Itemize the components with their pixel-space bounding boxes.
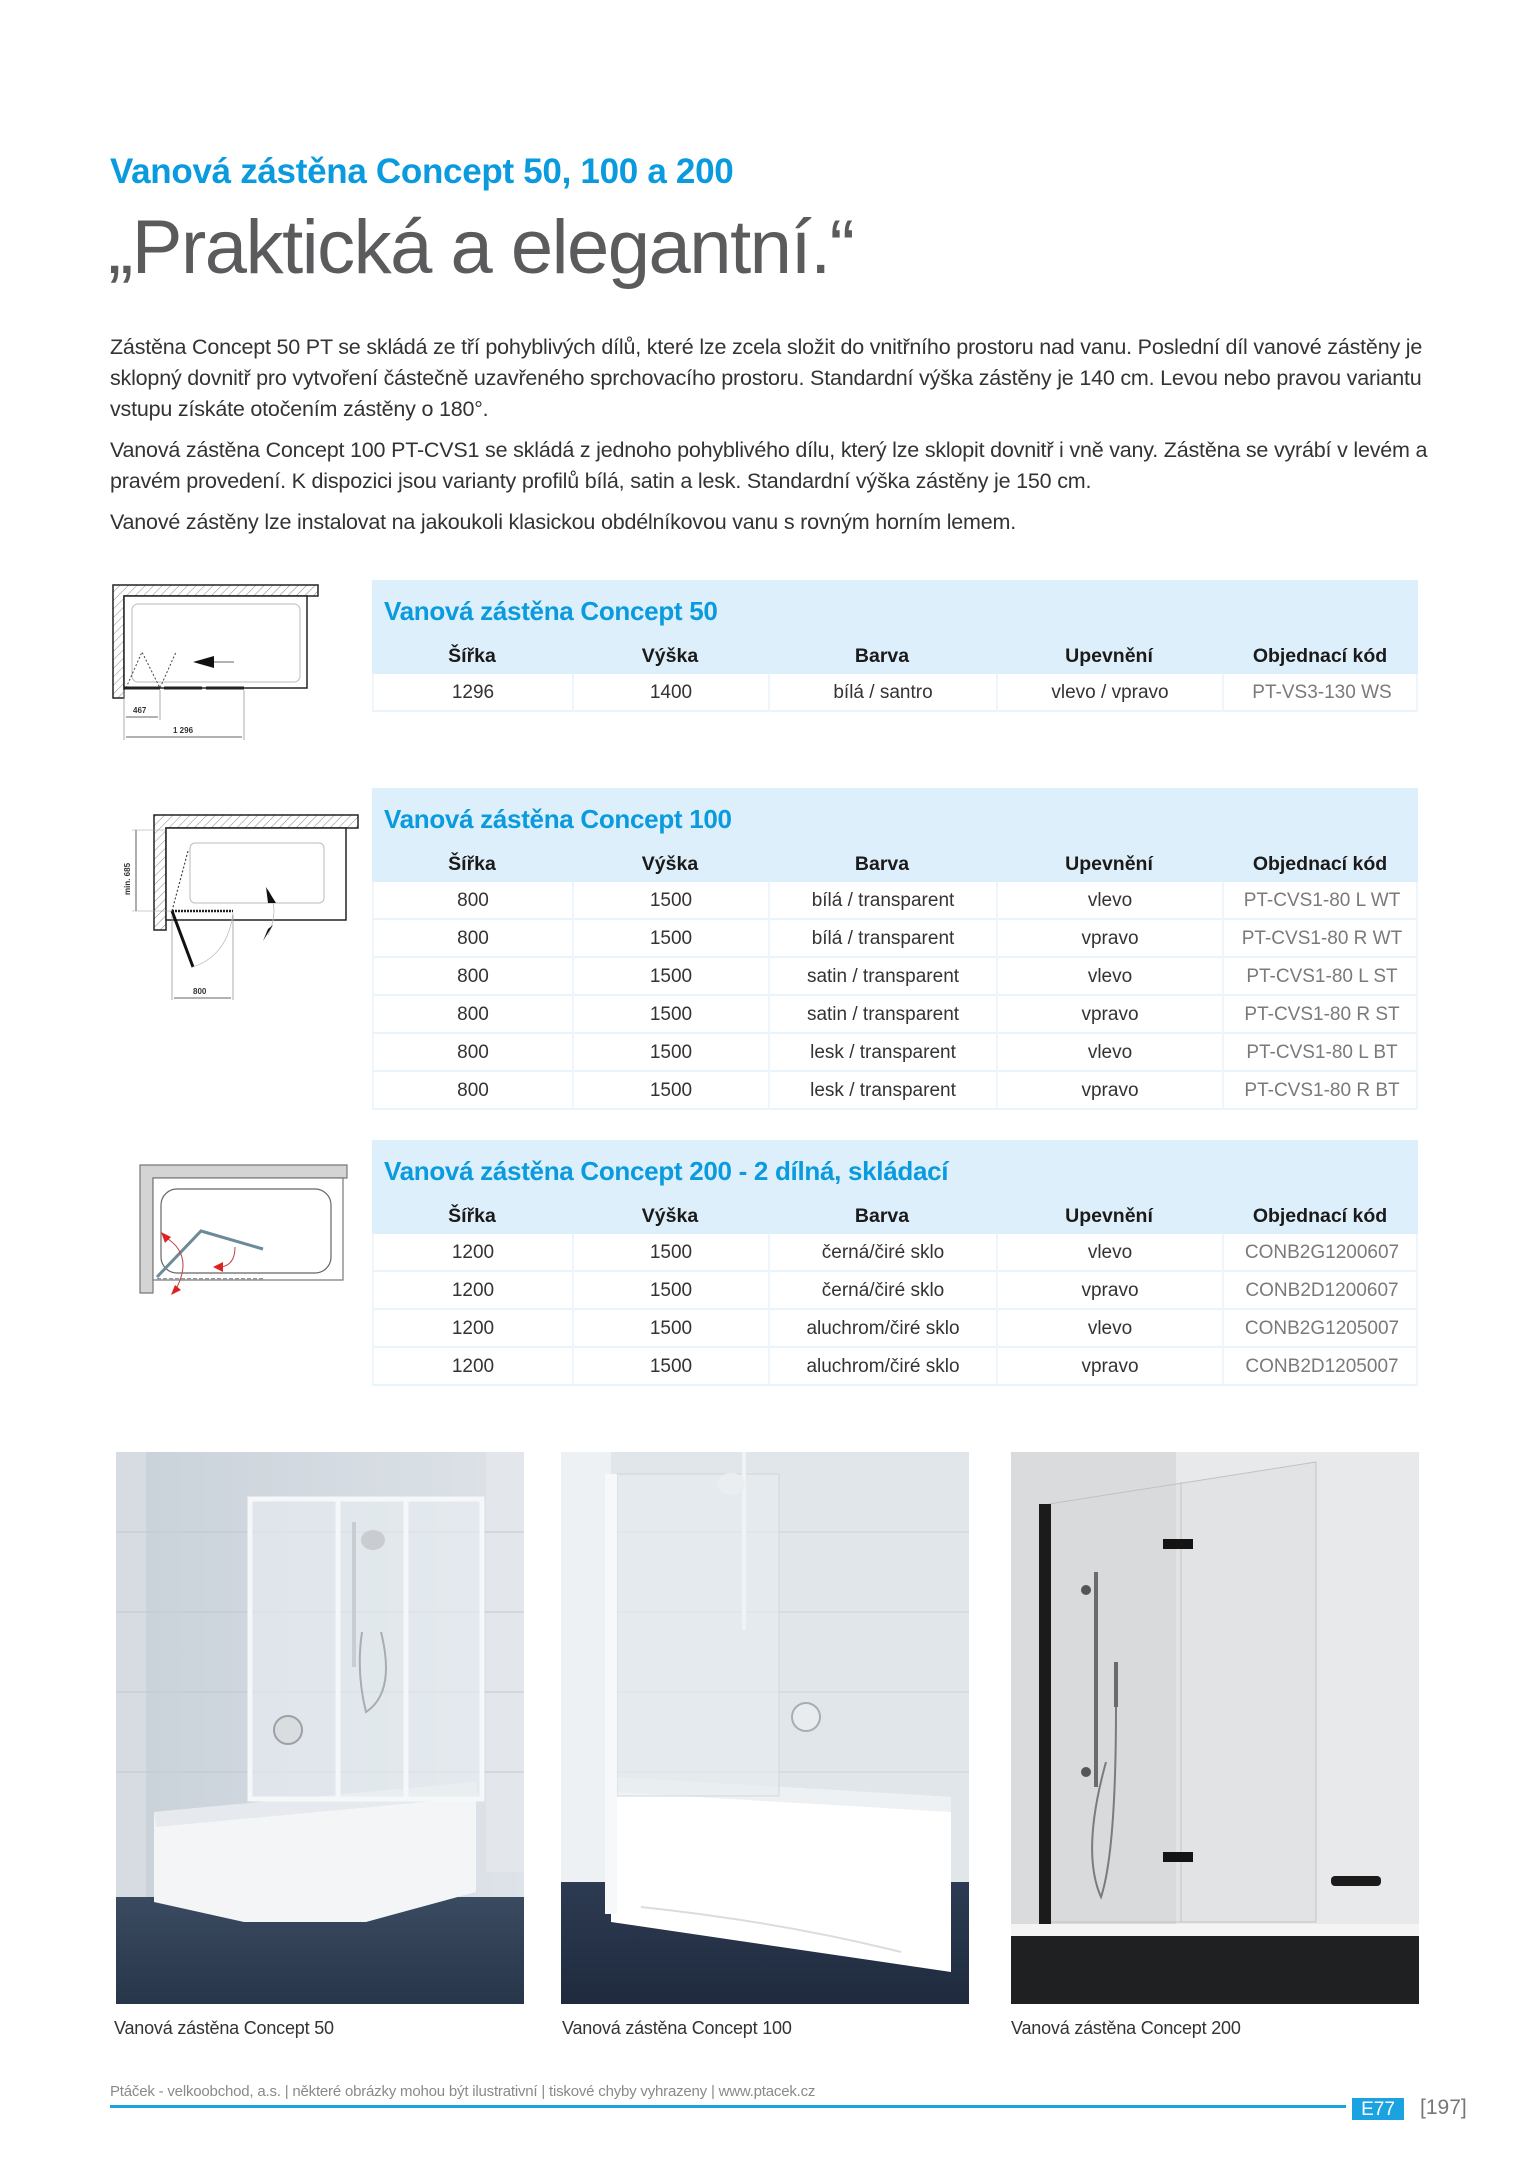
cell-width: 1296 — [374, 674, 574, 712]
dim-height-label: min. 685 — [123, 862, 132, 895]
intro-paragraph-2: Vanová zástěna Concept 100 PT-CVS1 se skládá z jednoho pohyblivého dílu, který lze sklopit dovnitř i vně vany. Zástěna se vyrábí v levém a pravém provedení. K dispozici jsou varianty profilů bílá, satin a lesk. Standardní výška zástěny je 150 cm. — [110, 438, 1428, 493]
cell-color: bílá / transparent — [770, 920, 998, 958]
cell-mounting: vlevo — [998, 1310, 1224, 1348]
cell-height: 1500 — [574, 1348, 770, 1386]
dim-small-label: 467 — [133, 706, 147, 715]
cell-mounting: vpravo — [998, 1272, 1224, 1310]
cell-height: 1400 — [574, 674, 770, 712]
col-header-order-code: Objednací kód — [1252, 852, 1388, 875]
cell-color: satin / transparent — [770, 958, 998, 996]
cell-order-code: CONB2D1205007 — [1245, 1356, 1399, 1377]
cell-order-code: PT-CVS1-80 L BT — [1246, 1042, 1398, 1063]
concept200-product-photo — [1011, 1452, 1419, 2004]
concept50-product-table — [372, 580, 1418, 712]
page-number: [197] — [1420, 2096, 1467, 2119]
col-header-width: Šířka — [448, 1204, 496, 1227]
table-row — [374, 1034, 1416, 1072]
cell-order-code: PT-CVS1-80 R ST — [1244, 1004, 1400, 1025]
table-title: Vanová zástěna Concept 200 - 2 dílná, skládací — [384, 1156, 949, 1186]
concept100-floorplan-diagram — [108, 795, 363, 1010]
cell-width: 800 — [374, 1072, 574, 1110]
concept100-product-table — [372, 788, 1418, 1110]
concept100-product-photo — [561, 1452, 969, 2004]
cell-height: 1500 — [574, 1310, 770, 1348]
cell-color: černá/čiré sklo — [770, 1234, 998, 1272]
col-header-width: Šířka — [448, 644, 496, 667]
table-title: Vanová zástěna Concept 50 — [384, 596, 718, 626]
cell-order-code: PT-CVS1-80 R BT — [1244, 1080, 1400, 1101]
table-row — [374, 958, 1416, 996]
table-header-row — [372, 638, 1418, 674]
cell-color: satin / transparent — [770, 996, 998, 1034]
cell-height: 1500 — [574, 1034, 770, 1072]
cell-width: 800 — [374, 958, 574, 996]
footer-disclaimer: Ptáček - velkoobchod, a.s. | některé obrázky mohou být ilustrativní | tiskové chyby vyhrazeny | www.ptacek.cz — [110, 2083, 816, 2100]
col-header-width: Šířka — [448, 852, 496, 875]
cell-mounting: vlevo / vpravo — [998, 674, 1224, 712]
cell-height: 1500 — [574, 1072, 770, 1110]
cell-color: bílá / transparent — [770, 882, 998, 920]
col-header-order-code: Objednací kód — [1252, 1204, 1388, 1227]
table-row — [374, 1072, 1416, 1110]
cell-mounting: vpravo — [998, 1348, 1224, 1386]
cell-width: 1200 — [374, 1348, 574, 1386]
cell-mounting: vlevo — [998, 882, 1224, 920]
photo-caption: Vanová zástěna Concept 50 — [114, 2018, 334, 2038]
col-header-height: Výška — [641, 1204, 699, 1227]
cell-mounting: vpravo — [998, 996, 1224, 1034]
concept50-floorplan-diagram — [108, 580, 363, 760]
section-subtitle: Vanová zástěna Concept 50, 100 a 200 — [110, 152, 734, 191]
concept200-floorplan-diagram — [135, 1145, 355, 1295]
cell-color: lesk / transparent — [770, 1072, 998, 1110]
cell-height: 1500 — [574, 920, 770, 958]
col-header-order-code: Objednací kód — [1252, 644, 1388, 667]
cell-width: 1200 — [374, 1310, 574, 1348]
table-title: Vanová zástěna Concept 100 — [384, 804, 732, 834]
table-row — [374, 920, 1416, 958]
cell-mounting: vpravo — [998, 920, 1224, 958]
cell-mounting: vlevo — [998, 1234, 1224, 1272]
table-row — [374, 1348, 1416, 1386]
cell-width: 800 — [374, 920, 574, 958]
col-header-mounting: Upevnění — [1065, 852, 1153, 875]
col-header-mounting: Upevnění — [1065, 1204, 1153, 1227]
cell-color: lesk / transparent — [770, 1034, 998, 1072]
cell-color: bílá / santro — [770, 674, 998, 712]
concept50-product-photo — [116, 1452, 524, 2004]
cell-width: 1200 — [374, 1272, 574, 1310]
cell-width: 800 — [374, 996, 574, 1034]
table-row — [374, 674, 1416, 712]
intro-paragraph-3: Vanové zástěny lze instalovat na jakoukoli klasickou obdélníkovou vanu s rovným horním lemem. — [110, 510, 1016, 534]
page-headline: „Praktická a elegantní.“ — [108, 205, 854, 290]
cell-color: aluchrom/čiré sklo — [770, 1348, 998, 1386]
cell-height: 1500 — [574, 1234, 770, 1272]
table-row — [374, 882, 1416, 920]
intro-paragraph-1: Zástěna Concept 50 PT se skládá ze tří pohyblivých dílů, které lze zcela složit do vnitřního prostoru nad vanu. Poslední díl vanové zástěny je sklopný dovnitř pro vytvoření částečně uzavřeného sprchovacího prostoru. Standardní výška zástěny je 140 cm. Levou nebo pravou variantu vstupu získáte otočením zástěny o 180°. — [110, 335, 1423, 421]
col-header-color: Barva — [854, 852, 910, 875]
col-header-height: Výška — [641, 644, 699, 667]
cell-width: 800 — [374, 882, 574, 920]
section-badge: E77 — [1352, 2098, 1404, 2120]
dim-total-label: 1 296 — [173, 726, 194, 735]
cell-color: aluchrom/čiré sklo — [770, 1310, 998, 1348]
table-row — [374, 996, 1416, 1034]
table-row — [374, 1272, 1416, 1310]
cell-height: 1500 — [574, 882, 770, 920]
photo-caption: Vanová zástěna Concept 200 — [1011, 2018, 1241, 2038]
table-header-row — [372, 846, 1418, 882]
cell-order-code: CONB2D1200607 — [1245, 1280, 1399, 1301]
table-header-row — [372, 1198, 1418, 1234]
table-row — [374, 1310, 1416, 1348]
dim-width-label: 800 — [193, 987, 207, 996]
cell-mounting: vpravo — [998, 1072, 1224, 1110]
col-header-height: Výška — [641, 852, 699, 875]
cell-height: 1500 — [574, 996, 770, 1034]
cell-order-code: PT-CVS1-80 L ST — [1246, 966, 1398, 987]
cell-width: 800 — [374, 1034, 574, 1072]
table-row — [374, 1234, 1416, 1272]
cell-order-code: PT-CVS1-80 L WT — [1243, 890, 1401, 911]
photo-caption: Vanová zástěna Concept 100 — [562, 2018, 792, 2038]
cell-height: 1500 — [574, 1272, 770, 1310]
col-header-color: Barva — [854, 1204, 910, 1227]
footer-divider — [110, 2105, 1346, 2108]
cell-order-code: CONB2G1200607 — [1244, 1242, 1400, 1263]
cell-color: černá/čiré sklo — [770, 1272, 998, 1310]
cell-mounting: vlevo — [998, 958, 1224, 996]
cell-order-code: PT-VS3-130 WS — [1252, 682, 1392, 703]
cell-width: 1200 — [374, 1234, 574, 1272]
cell-order-code: PT-CVS1-80 R WT — [1241, 928, 1403, 949]
cell-order-code: CONB2G1205007 — [1244, 1318, 1400, 1339]
concept200-product-table — [372, 1140, 1418, 1386]
col-header-mounting: Upevnění — [1065, 644, 1153, 667]
cell-height: 1500 — [574, 958, 770, 996]
cell-mounting: vlevo — [998, 1034, 1224, 1072]
col-header-color: Barva — [854, 644, 910, 667]
